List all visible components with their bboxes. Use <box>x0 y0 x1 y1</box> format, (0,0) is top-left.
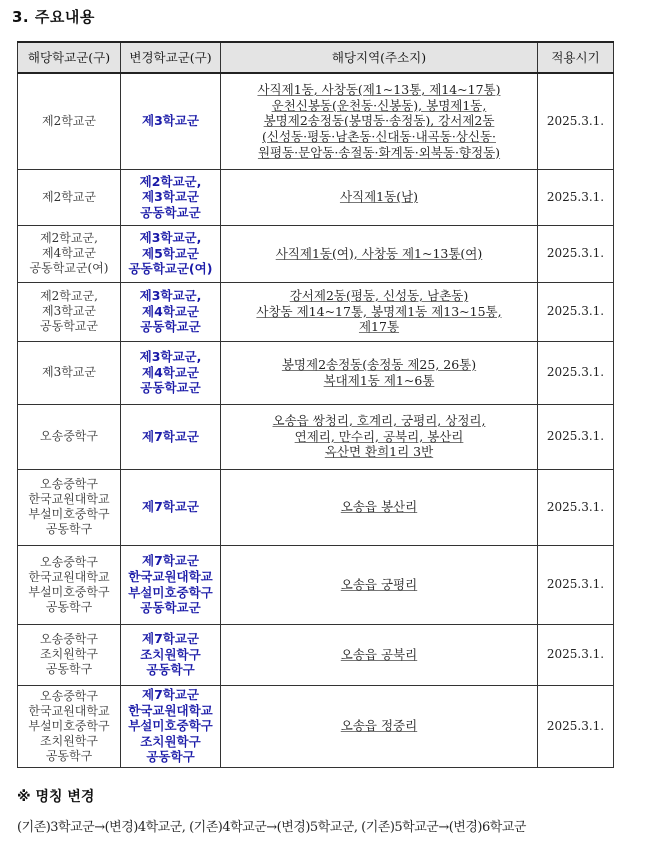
new-district-line: 조치원학구 <box>140 646 201 662</box>
table-row <box>18 225 614 282</box>
old-district-cell <box>18 624 121 685</box>
new-district-line: 공동학교군 <box>140 204 201 220</box>
effective-date-cell <box>538 282 614 341</box>
old-district-line: 공동학구 <box>45 522 93 536</box>
new-district-line: 제4학교군 <box>142 303 199 319</box>
old-district-line: 제2학교군, <box>40 231 98 245</box>
old-district-line: 공동학구 <box>45 662 93 676</box>
effective-date-line: 2025.3.1. <box>546 647 605 661</box>
old-district-line: 오송중학구 <box>40 632 98 646</box>
old-district-cell <box>18 73 121 169</box>
old-district-line: 제2학교군 <box>41 113 96 128</box>
new-district-line: 부설미호중학구 <box>128 584 213 600</box>
new-district-line: 공동학교군(여) <box>128 261 213 277</box>
old-district-line: 제3학교군 <box>41 365 96 379</box>
new-district-line: 공동학구 <box>146 662 195 678</box>
old-district-line: 오송중학구 <box>40 688 98 703</box>
new-district-line: 제7학교군 <box>142 686 199 702</box>
new-district-line: 공동학교군 <box>140 380 201 396</box>
effective-date-line: 2025.3.1. <box>546 499 605 514</box>
table-row <box>18 685 614 767</box>
effective-date-cell <box>538 73 614 169</box>
area-cell <box>221 73 538 169</box>
old-district-cell <box>18 341 121 404</box>
old-district-cell <box>18 225 121 282</box>
old-district-line: 오송중학구 <box>40 429 98 443</box>
new-district-line: 제3학교군, <box>139 349 202 365</box>
area-line: 사직제1동(여), 사창동 제1~13통(여) <box>275 245 483 261</box>
effective-date-line: 2025.3.1. <box>546 246 605 260</box>
area-line: 강서제2동(평동, 신성동, 남촌동) <box>289 288 469 304</box>
table-body <box>18 73 614 767</box>
new-district-line: 한국교원대학교 <box>128 702 213 718</box>
area-line: 오송읍 봉산리 <box>340 499 418 515</box>
area-cell <box>221 685 538 767</box>
table-row <box>18 73 614 169</box>
new-district-line: 제3학교군 <box>142 113 199 129</box>
area-line: 운천신봉동(운천동·신봉동), 봉명제1동, <box>271 97 487 113</box>
effective-date-cell <box>538 469 614 545</box>
effective-date-line: 2025.3.1. <box>546 577 605 591</box>
note-title: ※ 명칭 변경 <box>17 789 95 805</box>
area-line: 봉명제2송정동(송정동 제25, 26통) <box>281 356 477 372</box>
old-district-cell <box>18 545 121 624</box>
effective-date-line: 2025.3.1. <box>546 304 605 318</box>
old-district-line: 오송중학구 <box>40 554 98 569</box>
effective-date-cell <box>538 341 614 404</box>
new-district-line: 제3학교군, <box>139 288 202 304</box>
rename-text: (기존)3학교군→(변경)4학교군, (기존)4학교군→(변경)5학교군, (기존)5학교군→(변경)6학교군 <box>17 820 526 835</box>
header-old-district: 해당학교군(구) <box>18 42 121 73</box>
old-district-line: 제2학교군 <box>41 189 96 204</box>
old-district-cell <box>18 469 121 545</box>
old-district-cell <box>18 169 121 225</box>
old-district-line: 부설미호중학구 <box>28 584 110 599</box>
new-district-cell <box>121 169 221 225</box>
table-row <box>18 282 614 341</box>
old-district-line: 공동학교군(여) <box>29 261 109 275</box>
old-district-line: 제4학교군 <box>41 246 96 260</box>
effective-date-line: 2025.3.1. <box>546 365 605 379</box>
area-line: 사창동 제14~17통, 봉명제1동 제13~15통, <box>256 303 502 319</box>
area-cell <box>221 282 538 341</box>
old-district-line: 공동학구 <box>45 748 93 763</box>
old-district-line: 한국교원대학교 <box>28 703 110 718</box>
effective-date-cell <box>538 169 614 225</box>
area-cell <box>221 404 538 469</box>
new-district-line: 제7학교군 <box>142 428 199 444</box>
new-district-line: 제3학교군, <box>139 230 202 246</box>
area-cell <box>221 341 538 404</box>
old-district-line: 부설미호중학구 <box>28 507 110 521</box>
area-cell <box>221 469 538 545</box>
effective-date-line: 2025.3.1. <box>546 429 605 443</box>
table-row <box>18 404 614 469</box>
old-district-line: 한국교원대학교 <box>28 569 110 584</box>
old-district-line: 조치원학구 <box>40 733 98 748</box>
new-district-cell <box>121 624 221 685</box>
area-line: 사직제1동, 사창동(제1~13통, 제14~17통) <box>257 82 501 98</box>
effective-date-line: 2025.3.1. <box>546 113 605 128</box>
area-line: 오송읍 정중리 <box>340 718 418 734</box>
table-row <box>18 545 614 624</box>
area-line: 사직제1동(남) <box>339 189 419 205</box>
old-district-line: 조치원학구 <box>40 647 98 661</box>
new-district-line: 한국교원대학교 <box>128 568 213 584</box>
area-cell <box>221 545 538 624</box>
old-district-line: 오송중학구 <box>40 477 98 491</box>
table-row <box>18 341 614 404</box>
table-header-row <box>18 42 614 73</box>
school-district-table <box>17 41 614 768</box>
old-district-line: 공동학구 <box>45 599 93 614</box>
old-district-cell <box>18 404 121 469</box>
effective-date-line: 2025.3.1. <box>546 189 605 204</box>
new-district-cell <box>121 469 221 545</box>
new-district-line: 부설미호중학구 <box>128 718 213 734</box>
new-district-line: 공동학교군 <box>140 319 201 335</box>
old-district-line: 공동학교군 <box>40 319 98 333</box>
effective-date-cell <box>538 404 614 469</box>
new-district-line: 제2학교군, <box>139 173 202 189</box>
header-effective-date: 적용시기 <box>538 42 614 73</box>
table-row <box>18 169 614 225</box>
old-district-line: 한국교원대학교 <box>28 492 110 506</box>
area-line: 오송읍 궁평리 <box>340 576 418 592</box>
area-line: 연제리, 만수리, 공북리, 봉산리 <box>294 428 464 444</box>
area-line: 원평동·문암동·송절동·화계동·외북동·향정동) <box>257 144 501 160</box>
new-district-line: 제7학교군 <box>142 499 199 515</box>
new-district-cell <box>121 685 221 767</box>
new-district-cell <box>121 73 221 169</box>
new-district-cell <box>121 225 221 282</box>
area-cell <box>221 624 538 685</box>
new-district-line: 제5학교군 <box>142 245 199 261</box>
table-row <box>18 624 614 685</box>
new-district-line: 제7학교군 <box>142 553 199 569</box>
new-district-line: 공동학교군 <box>140 600 201 616</box>
new-district-cell <box>121 545 221 624</box>
new-district-line: 조치원학구 <box>140 733 201 749</box>
old-district-cell <box>18 282 121 341</box>
area-line: 오송읍 쌍청리, 호계리, 궁평리, 상정리, <box>272 413 486 429</box>
area-line: (신성동·평동·남촌동·신대동·내곡동·상신동· <box>262 129 496 145</box>
header-area: 해당지역(주소지) <box>221 42 538 73</box>
new-district-line: 제7학교군 <box>142 631 199 647</box>
effective-date-cell <box>538 685 614 767</box>
area-cell <box>221 169 538 225</box>
effective-date-line: 2025.3.1. <box>546 718 605 733</box>
new-district-line: 제3학교군 <box>142 189 199 205</box>
old-district-line: 제3학교군 <box>41 304 96 318</box>
area-line: 제17통 <box>358 319 400 335</box>
effective-date-cell <box>538 545 614 624</box>
table-row <box>18 469 614 545</box>
effective-date-cell <box>538 624 614 685</box>
new-district-line: 공동학구 <box>146 749 195 765</box>
new-district-cell <box>121 341 221 404</box>
effective-date-cell <box>538 225 614 282</box>
new-district-cell <box>121 282 221 341</box>
old-district-cell <box>18 685 121 767</box>
area-cell <box>221 225 538 282</box>
old-district-line: 제2학교군, <box>40 289 98 303</box>
old-district-line: 부설미호중학구 <box>28 718 110 733</box>
area-line: 옥산면 환희1리 3반 <box>324 444 434 460</box>
header-new-district: 변경학교군(구) <box>121 42 221 73</box>
area-line: 봉명제2송정동(봉명동·송정동), 강서제2동 <box>263 113 495 129</box>
new-district-cell <box>121 404 221 469</box>
area-line: 복대제1동 제1~6통 <box>323 372 435 388</box>
new-district-line: 제4학교군 <box>142 364 199 380</box>
area-line: 오송읍 공북리 <box>340 646 418 662</box>
section-title: 3. 주요내용 <box>12 8 95 26</box>
